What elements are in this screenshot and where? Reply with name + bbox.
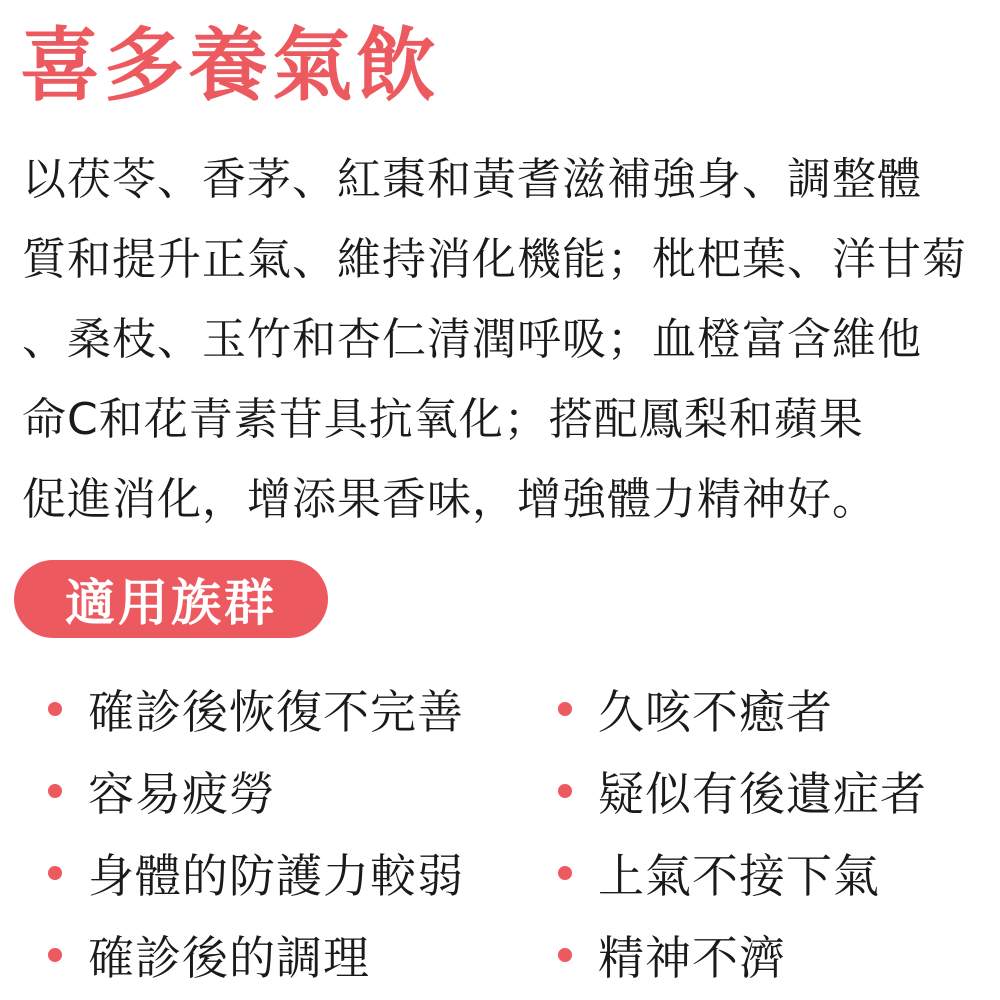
- list-item-label: 疑似有後遺症者: [598, 767, 927, 821]
- bullet-dot-icon: [558, 702, 572, 716]
- list-item: [558, 750, 1000, 832]
- list-item: [48, 832, 508, 914]
- section-heading: 適用族群: [65, 574, 277, 632]
- bullet-dot-icon: [558, 784, 572, 798]
- target-group-list-left: [48, 668, 508, 996]
- description-line: 質和提升正氣、維持消化機能；枇杷葉、洋甘菊: [22, 234, 967, 285]
- product-description: [22, 140, 982, 540]
- bullet-dot-icon: [48, 948, 62, 962]
- bullet-dot-icon: [558, 948, 572, 962]
- list-item-label: 容易疲勞: [88, 767, 276, 821]
- list-item-label: 精神不濟: [598, 931, 786, 985]
- description-line: 、桑枝、玉竹和杏仁清潤呼吸；血橙富含維他: [22, 314, 922, 365]
- bullet-dot-icon: [48, 866, 62, 880]
- description-line: 以茯苓、香茅、紅棗和黃耆滋補強身、調整體: [22, 154, 922, 205]
- section-badge: [14, 560, 328, 638]
- list-item-label: 確診後恢復不完善: [88, 685, 464, 739]
- list-item-label: 上氣不接下氣: [598, 849, 880, 903]
- list-item-label: 身體的防護力較弱: [88, 849, 464, 903]
- target-group-list-right: [558, 668, 1000, 996]
- list-item: [558, 914, 1000, 996]
- description-line: 促進消化，增添果香味，增強體力精神好。: [22, 474, 877, 525]
- page-title: 喜多養氣飲: [20, 19, 440, 112]
- list-item: [558, 668, 1000, 750]
- bullet-dot-icon: [558, 866, 572, 880]
- list-item: [48, 750, 508, 832]
- list-item: [558, 832, 1000, 914]
- description-line: 命C和花青素苷具抗氧化；搭配鳳梨和蘋果: [22, 394, 864, 445]
- list-item-label: 久咳不癒者: [598, 685, 833, 739]
- bullet-dot-icon: [48, 784, 62, 798]
- bullet-dot-icon: [48, 702, 62, 716]
- list-item-label: 確診後的調理: [88, 931, 370, 985]
- list-item: [48, 668, 508, 750]
- list-item: [48, 914, 508, 996]
